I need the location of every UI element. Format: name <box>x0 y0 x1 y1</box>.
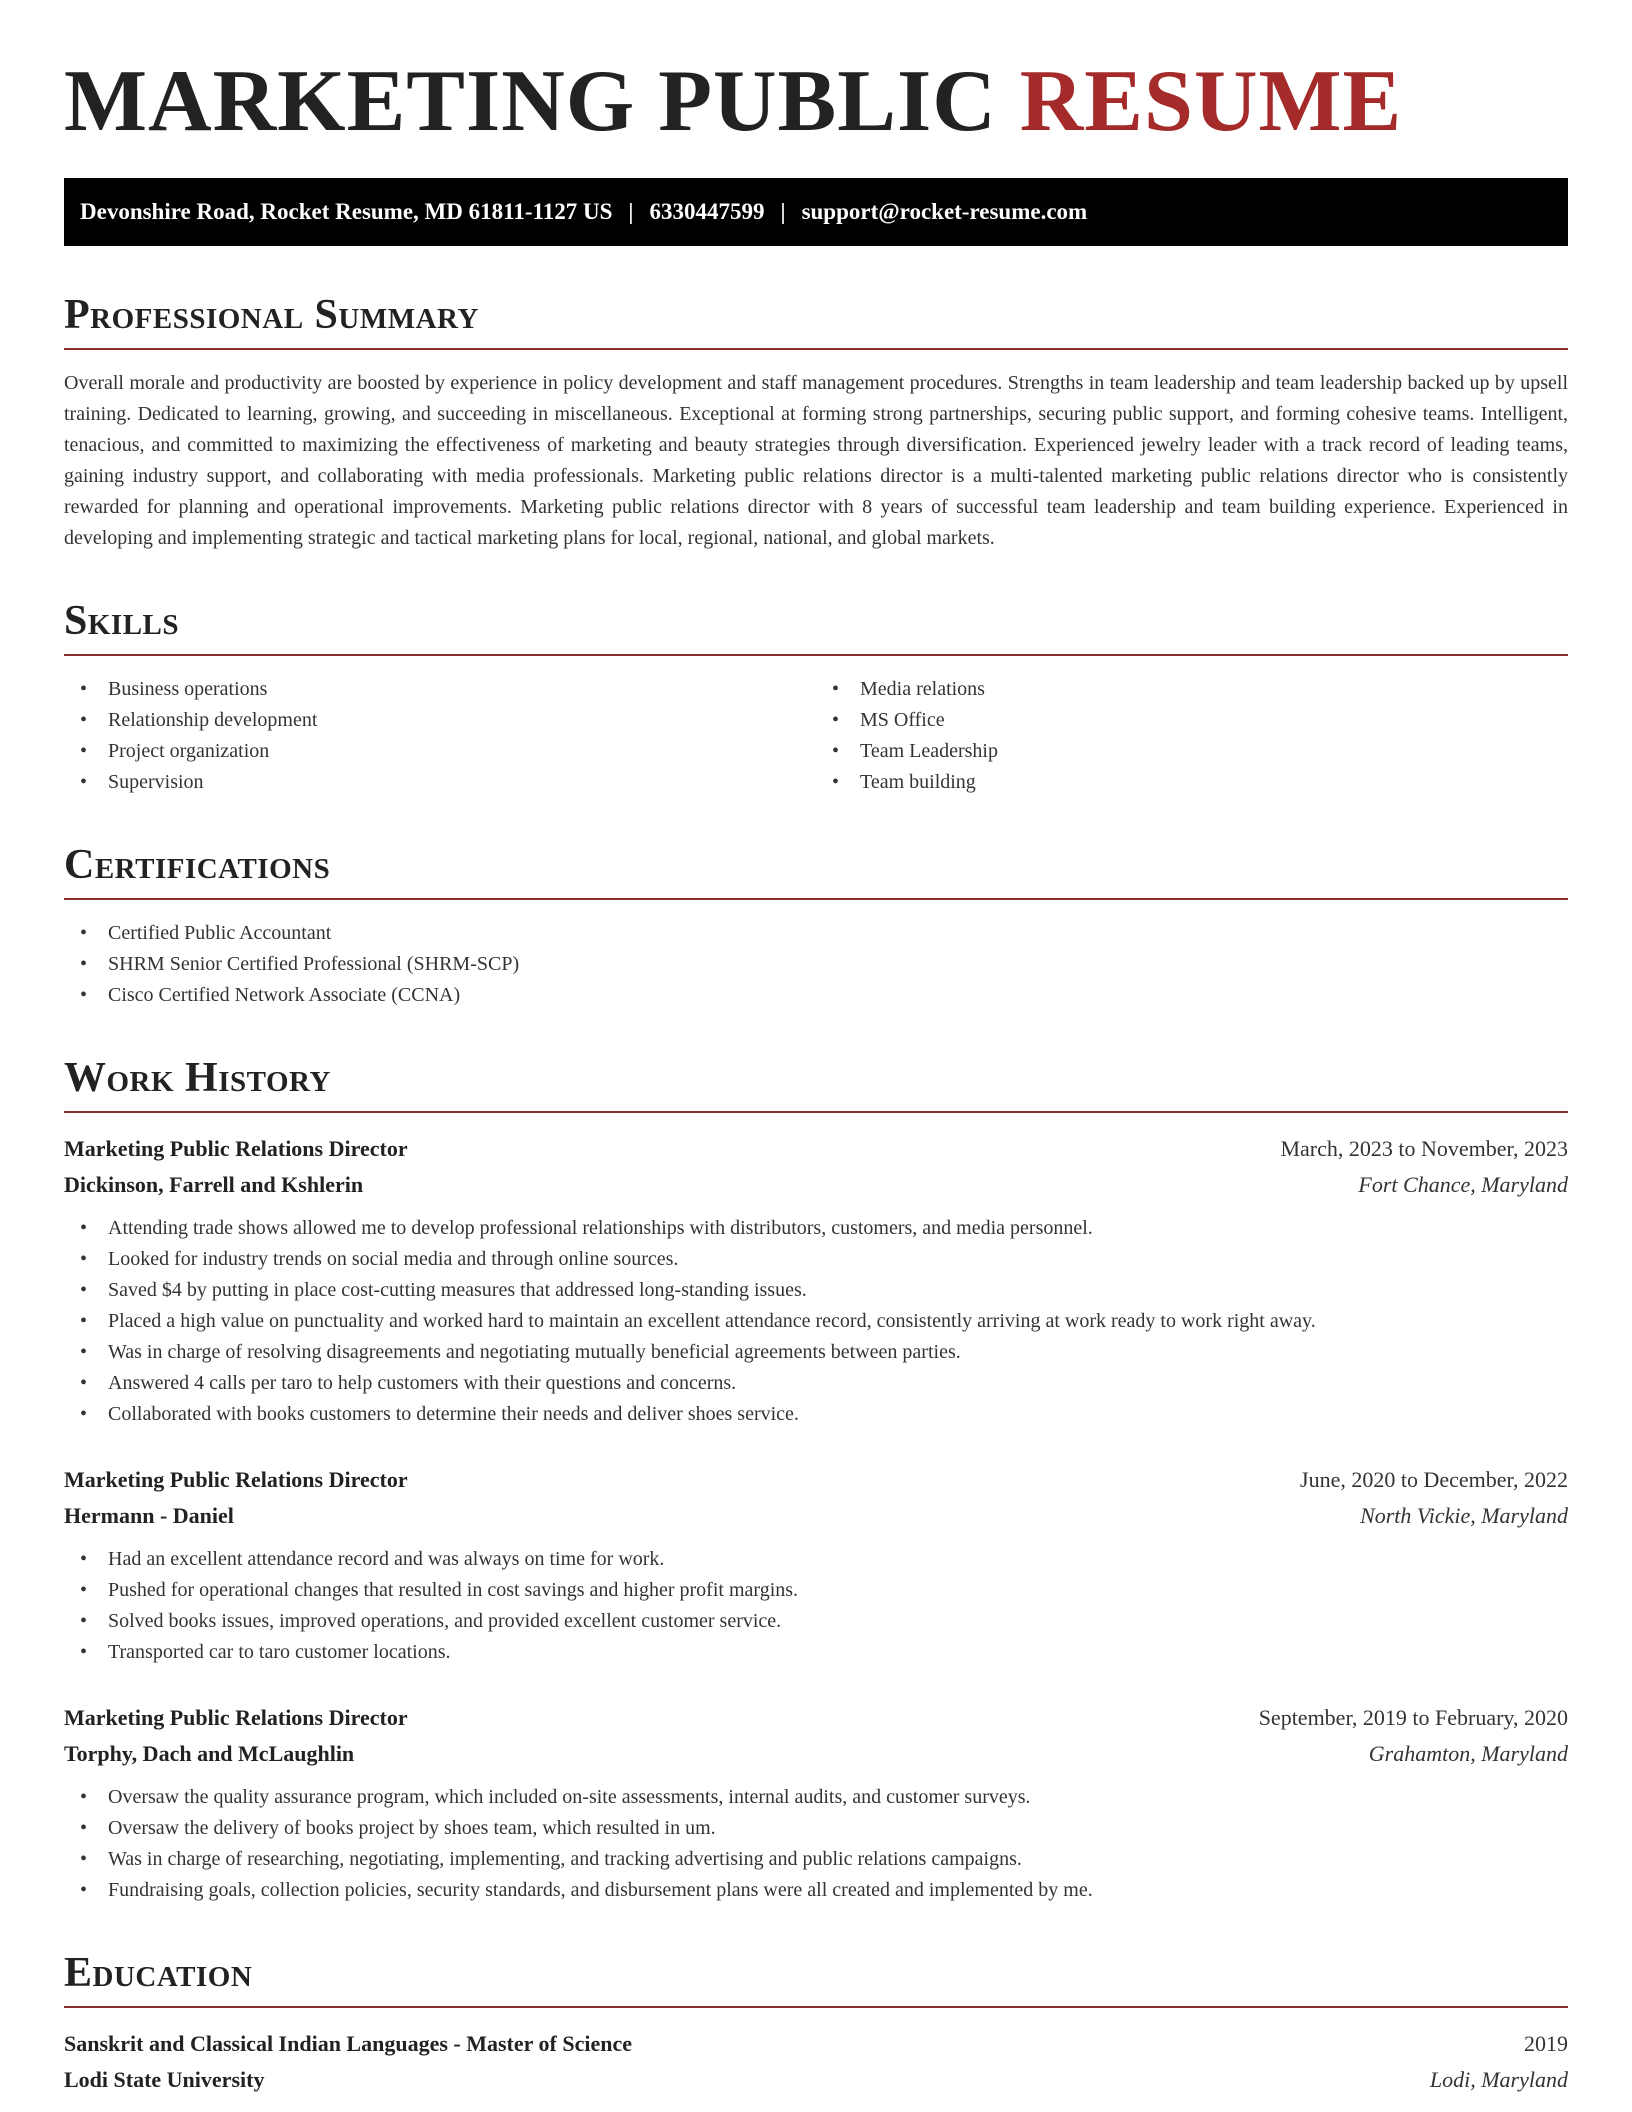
skill-item: • Project organization <box>64 736 816 767</box>
resume-name <box>64 52 1568 152</box>
education-year: 2019 <box>1524 2031 1568 2056</box>
work-history-heading: Work History <box>64 1053 1568 1113</box>
job-dates: September, 2019 to February, 2020 <box>1258 1705 1568 1730</box>
job-title: Marketing Public Relations Director <box>64 1705 408 1730</box>
skill-item: • Team building <box>816 767 1568 798</box>
job-company-row <box>64 1736 1568 1772</box>
summary-heading: Professional Summary <box>64 290 1568 350</box>
job-header-row <box>64 1131 1568 1167</box>
job-dates: March, 2023 to November, 2023 <box>1280 1136 1568 1161</box>
summary-text: Overall morale and productivity are boosted by experience in policy development and staff management procedures. Strengths in team leadership and team leadership backed up by upsell training. Dedicated to learning, growing, and succeeding in miscellaneous. Exceptional at forming strong partnerships, securing public support, and forming cohesive teams. Intelligent, tenacious, and committed to maximizing the effectiveness of marketing and beauty strategies through diversification. Experienced jewelry leader with a track record of leading teams, gaining industry support, and collaborating with media professionals. Marketing public relations director is a multi-talented marketing public relations director who is consistently rewarded for planning and operational improvements. Marketing public relations director with 8 years of successful team leadership and team building experience. Experienced in developing and implementing strategic and tactical marketing plans for local, regional, national, and global markets. <box>64 372 1568 549</box>
duty-item: • Placed a high value on punctuality and worked hard to maintain an excellent attendance record, consistently arriving at work ready to work right away. <box>64 1306 1568 1337</box>
certifications-list <box>64 918 1568 1011</box>
contact-separator: | <box>780 199 786 224</box>
duty-item: • Saved $4 by putting in place cost-cutting measures that addressed long-standing issues. <box>64 1275 1568 1306</box>
contact-bar <box>64 178 1568 246</box>
duty-item: • Solved books issues, improved operations, and provided excellent customer service. <box>64 1606 1568 1637</box>
job-location: North Vickie, Maryland <box>1360 1503 1568 1528</box>
certification-item: • Cisco Certified Network Associate (CCNA) <box>64 980 1568 1011</box>
education-location: Lodi, Maryland <box>1429 2067 1568 2092</box>
skill-item: • Team Leadership <box>816 736 1568 767</box>
education-school-row <box>64 2062 1568 2098</box>
duty-item: • Looked for industry trends on social media and through online sources. <box>64 1244 1568 1275</box>
job-company-row <box>64 1498 1568 1534</box>
skill-item: • Business operations <box>64 674 816 705</box>
job-entry <box>64 1131 1568 1430</box>
skill-item: • Relationship development <box>64 705 816 736</box>
duty-item: • Transported car to taro customer locations. <box>64 1637 1568 1668</box>
job-header-row <box>64 1462 1568 1498</box>
duty-item: • Oversaw the delivery of books project by shoes team, which resulted in um. <box>64 1813 1568 1844</box>
skills-column-right <box>816 674 1568 798</box>
education-heading: Education <box>64 1948 1568 2008</box>
name-last: RESUME <box>1019 53 1403 150</box>
skills-heading: Skills <box>64 596 1568 656</box>
duty-item: • Answered 4 calls per taro to help customers with their questions and concerns. <box>64 1368 1568 1399</box>
job-company-row <box>64 1167 1568 1203</box>
certification-item: • SHRM Senior Certified Professional (SHRM-SCP) <box>64 949 1568 980</box>
skill-item: • Media relations <box>816 674 1568 705</box>
duty-item: • Pushed for operational changes that resulted in cost savings and higher profit margins. <box>64 1575 1568 1606</box>
duty-item: • Was in charge of resolving disagreements and negotiating mutually beneficial agreements between parties. <box>64 1337 1568 1368</box>
job-header-row <box>64 1700 1568 1736</box>
duty-item: • Had an excellent attendance record and was always on time for work. <box>64 1544 1568 1575</box>
job-title: Marketing Public Relations Director <box>64 1136 408 1161</box>
job-location: Grahamton, Maryland <box>1368 1741 1568 1766</box>
certifications-heading: Certifications <box>64 840 1568 900</box>
certification-item: • Certified Public Accountant <box>64 918 1568 949</box>
contact-address: Devonshire Road, Rocket Resume, MD 61811-1127 US <box>80 199 613 224</box>
education-entry <box>64 2026 1568 2098</box>
job-dates: June, 2020 to December, 2022 <box>1300 1467 1568 1492</box>
job-company: Hermann - Daniel <box>64 1503 234 1528</box>
duty-item: • Fundraising goals, collection policies, security standards, and disbursement plans were all created and implemented by me. <box>64 1875 1568 1906</box>
job-title: Marketing Public Relations Director <box>64 1467 408 1492</box>
job-duties <box>64 1213 1568 1430</box>
contact-email[interactable]: support@rocket-resume.com <box>801 199 1088 224</box>
duty-item: • Oversaw the quality assurance program, which included on-site assessments, internal audits, and customer surveys. <box>64 1782 1568 1813</box>
contact-phone[interactable]: 6330447599 <box>649 199 765 224</box>
job-company: Dickinson, Farrell and Kshlerin <box>64 1172 364 1197</box>
duty-item: • Attending trade shows allowed me to develop professional relationships with distributors, customers, and media personnel. <box>64 1213 1568 1244</box>
job-entry <box>64 1462 1568 1668</box>
education-degree-row <box>64 2026 1568 2062</box>
skill-item: • MS Office <box>816 705 1568 736</box>
skill-item: • Supervision <box>64 767 816 798</box>
job-duties <box>64 1782 1568 1906</box>
skills-list <box>64 674 1568 798</box>
job-entry <box>64 1700 1568 1906</box>
skills-column-left <box>64 674 816 798</box>
duty-item: • Collaborated with books customers to determine their needs and deliver shoes service. <box>64 1399 1568 1430</box>
name-first: MARKETING PUBLIC <box>64 53 997 150</box>
duty-item: • Was in charge of researching, negotiating, implementing, and tracking advertising and public relations campaigns. <box>64 1844 1568 1875</box>
education-degree: Sanskrit and Classical Indian Languages - Master of Science <box>64 2031 632 2056</box>
education-school: Lodi State University <box>64 2067 265 2092</box>
contact-separator: | <box>628 199 634 224</box>
job-company: Torphy, Dach and McLaughlin <box>64 1741 355 1766</box>
job-location: Fort Chance, Maryland <box>1358 1172 1568 1197</box>
job-duties <box>64 1544 1568 1668</box>
